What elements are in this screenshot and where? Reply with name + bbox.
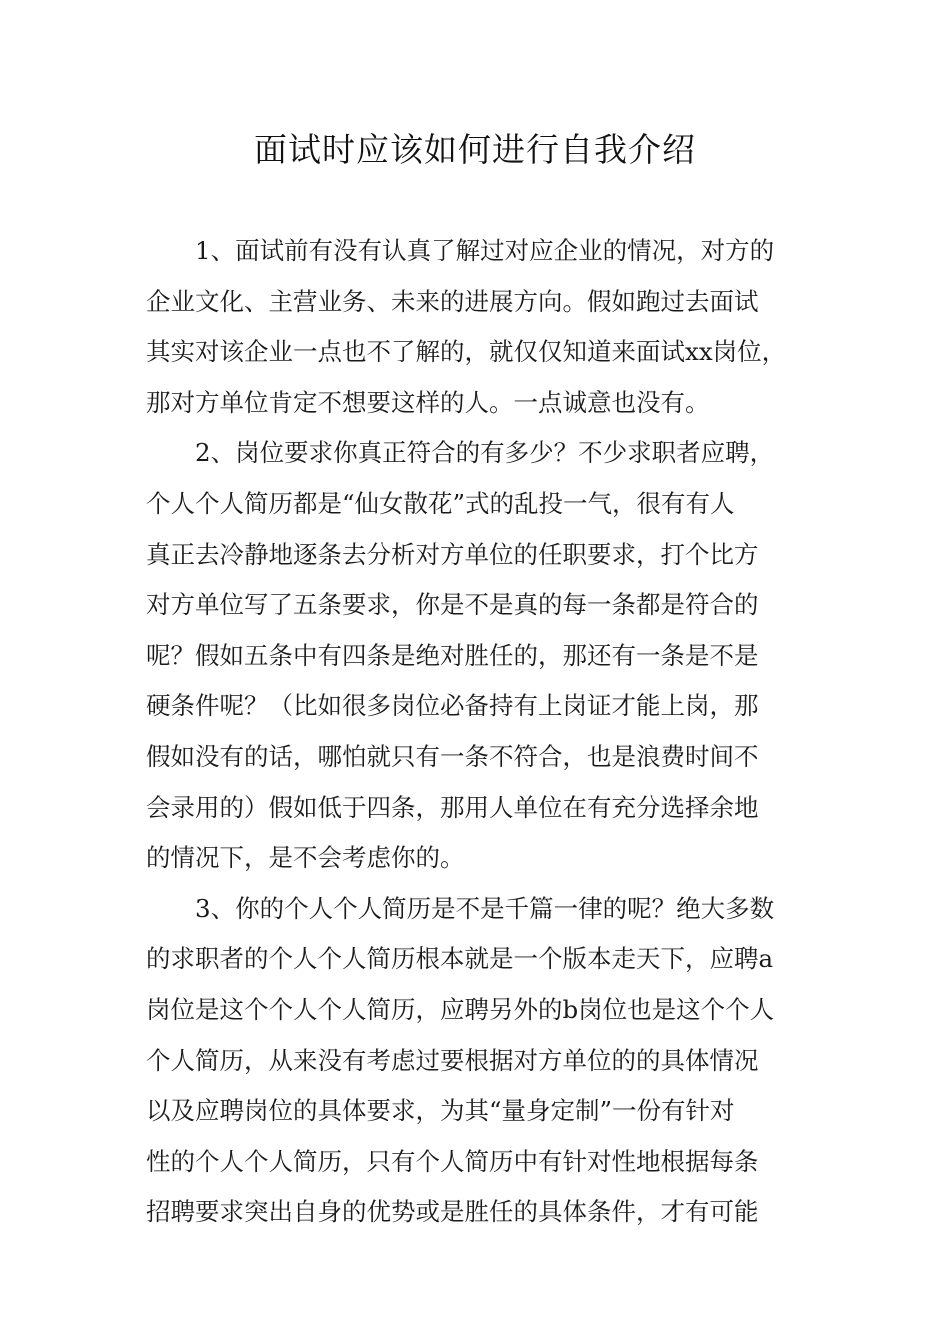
paragraph-1-line: 1、面试前有没有认真了解过对应企业的情况，对方的	[195, 236, 775, 265]
paragraph-2-line: 会录用的）假如低于四条，那用人单位在有充分选择余地	[146, 792, 759, 822]
document-title: 面试时应该如何进行自我介绍	[254, 130, 696, 169]
paragraph-1-line: 那对方单位肯定不想要这样的人。一点诚意也没有。	[146, 387, 710, 417]
paragraph-3-line: 以及应聘岗位的具体要求，为其“量身定制”一份有针对	[146, 1096, 735, 1126]
paragraph-2-line: 个人个人简历都是“仙女散花”式的乱投一气，很有有人	[146, 488, 735, 518]
paragraph-3-line: 招聘要求突出自身的优势或是胜任的具体条件，才有可能	[146, 1197, 759, 1227]
document-body	[146, 226, 811, 1238]
paragraph-3-line: 个人简历，从来没有考虑过要根据对方单位的的具体情况	[146, 1045, 759, 1075]
paragraph-3-line: 性的个人个人简历，只有个人简历中有针对性地根据每条	[146, 1146, 759, 1176]
paragraph-2-line: 对方单位写了五条要求，你是不是真的每一条都是符合的	[146, 590, 759, 620]
paragraph-2-line: 2、岗位要求你真正符合的有多少？不少求职者应聘，	[195, 438, 775, 468]
paragraph-1-line: 其实对该企业一点也不了解的，就仅仅知道来面试xx岗位，	[146, 337, 787, 367]
paragraph-2-line: 硬条件呢？（比如很多岗位必备持有上岗证才能上岗，那	[146, 691, 759, 721]
paragraph-2-line: 假如没有的话，哪怕就只有一条不符合，也是浪费时间不	[146, 741, 759, 771]
paragraph-3-line: 的求职者的个人个人简历根本就是一个版本走天下，应聘a	[146, 944, 774, 974]
paragraph-3-line: 岗位是这个个人个人简历，应聘另外的b岗位也是这个个人	[146, 994, 775, 1024]
paragraph-2-line: 真正去冷静地逐条去分析对方单位的任职要求，打个比方	[146, 539, 759, 569]
paragraph-2-line: 呢？假如五条中有四条是绝对胜任的，那还有一条是不是	[146, 640, 759, 670]
paragraph-1-line: 企业文化、主营业务、未来的进展方向。假如跑过去面试	[146, 286, 759, 316]
paragraph-2-line: 的情况下，是不会考虑你的。	[146, 843, 465, 873]
paragraph-3-line: 3、你的个人个人简历是不是千篇一律的呢？绝大多数	[195, 893, 775, 923]
